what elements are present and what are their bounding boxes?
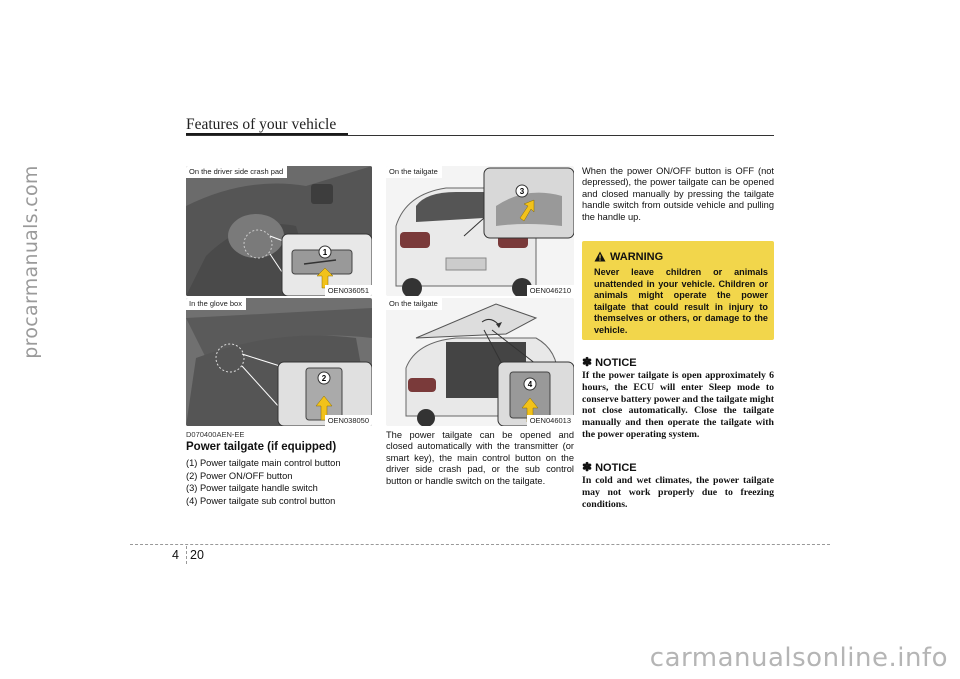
figure-2-label: In the glove box: [186, 298, 246, 310]
side-watermark: procarmanuals.com: [20, 165, 42, 359]
page-header-title: Features of your vehicle: [186, 116, 337, 133]
figure-number-1: 1: [322, 248, 328, 257]
figure-tailgate-sub-control: [386, 298, 574, 426]
list-item: (2) Power ON/OFF button: [186, 470, 293, 481]
figure-4-label: On the tailgate: [386, 298, 442, 310]
notice-star-icon: ✽: [582, 460, 593, 474]
figure-2-code: OEN038050: [325, 415, 372, 426]
figure-number-4: 4: [527, 380, 533, 389]
page-number: 20: [190, 548, 204, 562]
notice-star-icon: ✽: [582, 355, 593, 369]
footer-dashed-rule: [130, 544, 830, 545]
list-item: (3) Power tailgate handle switch: [186, 483, 318, 494]
figure-driver-crash-pad: [186, 166, 372, 296]
notice-1-title: NOTICE: [595, 357, 637, 369]
figure-3-code: OEN046210: [527, 285, 574, 296]
warning-body: Never leave children or animals unattended in your vehicle. Children or animals might operate the power tailgate that could result in injury to themselves or others, or damage to the vehicle.: [594, 267, 768, 335]
notice-2-title: NOTICE: [595, 462, 637, 474]
document-code: D070400AEN-EE: [186, 430, 245, 439]
figure-glove-box: [186, 298, 372, 426]
control-list: [186, 457, 341, 507]
warning-box: [582, 241, 774, 340]
footer-divider: [186, 546, 187, 564]
notice-1-heading: [582, 355, 637, 369]
notice-2-body: In cold and wet climates, the power tailgate may not work properly due to freezing conditions.: [582, 475, 774, 510]
figure-number-2: 2: [321, 374, 327, 383]
figure-number-3: 3: [519, 187, 525, 196]
warning-triangle-icon: [594, 251, 606, 262]
section-title: Power tailgate (if equipped): [186, 441, 337, 453]
header-rule: [186, 135, 774, 136]
list-item: (1) Power tailgate main control button: [186, 458, 341, 468]
figure-tailgate-handle: [386, 166, 574, 296]
figure-1-label: On the driver side crash pad: [186, 166, 287, 178]
bottom-watermark: carmanualsonline.info: [649, 643, 948, 673]
notice-2-heading: [582, 460, 637, 474]
list-item: (4) Power tailgate sub control button: [186, 495, 336, 506]
figure-3-label: On the tailgate: [386, 166, 442, 178]
figure-4-code: OEN046013: [527, 415, 574, 426]
operation-paragraph: The power tailgate can be opened and closed automatically with the transmitter (or smart key), the main control button on the driver side crash pad, or the sub control button or handle switch on the tailgate.: [386, 430, 574, 486]
warning-title: WARNING: [610, 251, 664, 263]
warning-heading: [594, 251, 663, 263]
manual-operation-paragraph: When the power ON/OFF button is OFF (not depressed), the power tailgate can be opened and closed manually by pressing the tailgate handle switch from outside vehicle and pulling the handle up.: [582, 166, 774, 222]
figure-1-code: OEN036051: [325, 285, 372, 296]
page-chapter: 4: [172, 548, 179, 562]
notice-1-body: If the power tailgate is open approximately 6 hours, the ECU will enter Sleep mode to conserve battery power and the tailgate might not close automatically. Close the tailgate manually and then operate the tailgate with the power operating system.: [582, 370, 774, 440]
